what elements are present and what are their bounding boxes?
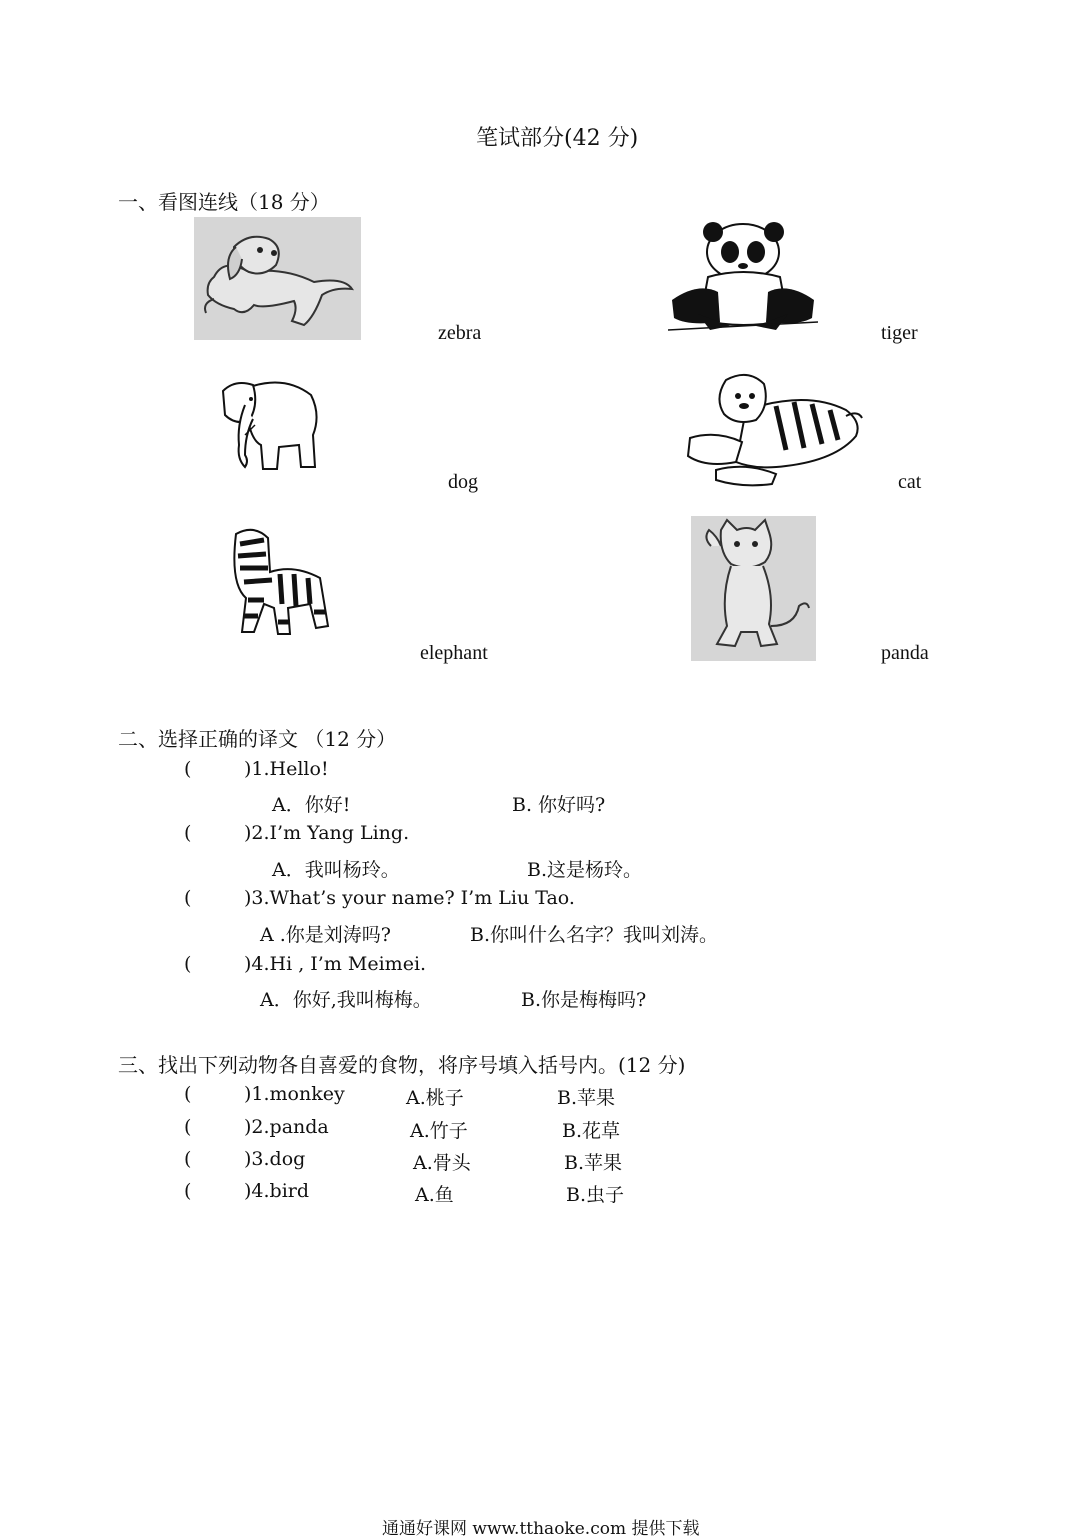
option-a: A .你是刘涛吗?: [260, 924, 391, 946]
option-b: B.你是梅梅吗?: [521, 989, 647, 1011]
elephant-icon: [215, 375, 323, 473]
answer-bracket[interactable]: (: [184, 822, 192, 844]
option-a: A.骨头: [413, 1152, 471, 1174]
question-text: )2.panda: [244, 1116, 329, 1138]
page-title: 笔试部分(42 分): [476, 126, 639, 151]
option-b: B.苹果: [557, 1087, 616, 1109]
answer-bracket[interactable]: (: [184, 1083, 192, 1105]
word-dog: dog: [448, 471, 478, 493]
option-b: B. 你好吗?: [512, 794, 606, 816]
answer-bracket[interactable]: (: [184, 1180, 192, 1202]
option-b: B.苹果: [564, 1152, 623, 1174]
panda-icon: [668, 222, 818, 337]
section-2-heading: 二、选择正确的译文 （12 分）: [118, 727, 397, 751]
answer-bracket[interactable]: (: [184, 1116, 192, 1138]
word-cat: cat: [898, 471, 922, 493]
answer-bracket[interactable]: (: [184, 953, 192, 975]
option-a: A.竹子: [410, 1120, 468, 1142]
answer-bracket[interactable]: (: [184, 758, 192, 780]
word-elephant: elephant: [420, 642, 488, 664]
answer-bracket[interactable]: (: [184, 887, 192, 909]
word-zebra: zebra: [438, 322, 482, 344]
option-a: A.桃子: [406, 1087, 464, 1109]
answer-bracket[interactable]: (: [184, 1148, 192, 1170]
word-panda: panda: [881, 642, 929, 664]
question-text: )1.monkey: [244, 1083, 345, 1105]
question-text: )1.Hello!: [244, 758, 329, 780]
option-b: B.虫子: [566, 1184, 625, 1206]
option-a: A．你好!: [272, 794, 351, 816]
option-a: A．我叫杨玲。: [272, 859, 400, 881]
question-text: )3.What’s your name? I’m Liu Tao.: [244, 887, 575, 909]
question-text: )2.I’m Yang Ling.: [244, 822, 410, 844]
option-b: B.这是杨玲。: [527, 859, 643, 881]
footer-text: 通通好课网 www.tthaoke.com 提供下载: [382, 1519, 700, 1539]
option-a: A．你好,我叫梅梅。: [260, 989, 432, 1011]
question-text: )3.dog: [244, 1148, 306, 1170]
section-3-heading: 三、找出下列动物各自喜爱的食物，将序号填入括号内。(12 分): [118, 1053, 686, 1077]
section-1-heading: 一、看图连线（18 分）: [118, 190, 330, 214]
question-text: )4.bird: [244, 1180, 310, 1202]
tiger-icon: [686, 370, 864, 488]
zebra-icon: [224, 524, 332, 638]
option-b: B.花草: [562, 1120, 621, 1142]
word-tiger: tiger: [881, 322, 918, 344]
cat-icon: [691, 516, 816, 661]
option-a: A.鱼: [415, 1184, 454, 1206]
option-b: B.你叫什么名字？我叫刘涛。: [470, 924, 719, 946]
dog-icon: [194, 217, 361, 340]
question-text: )4.Hi , I’m Meimei.: [244, 953, 427, 975]
